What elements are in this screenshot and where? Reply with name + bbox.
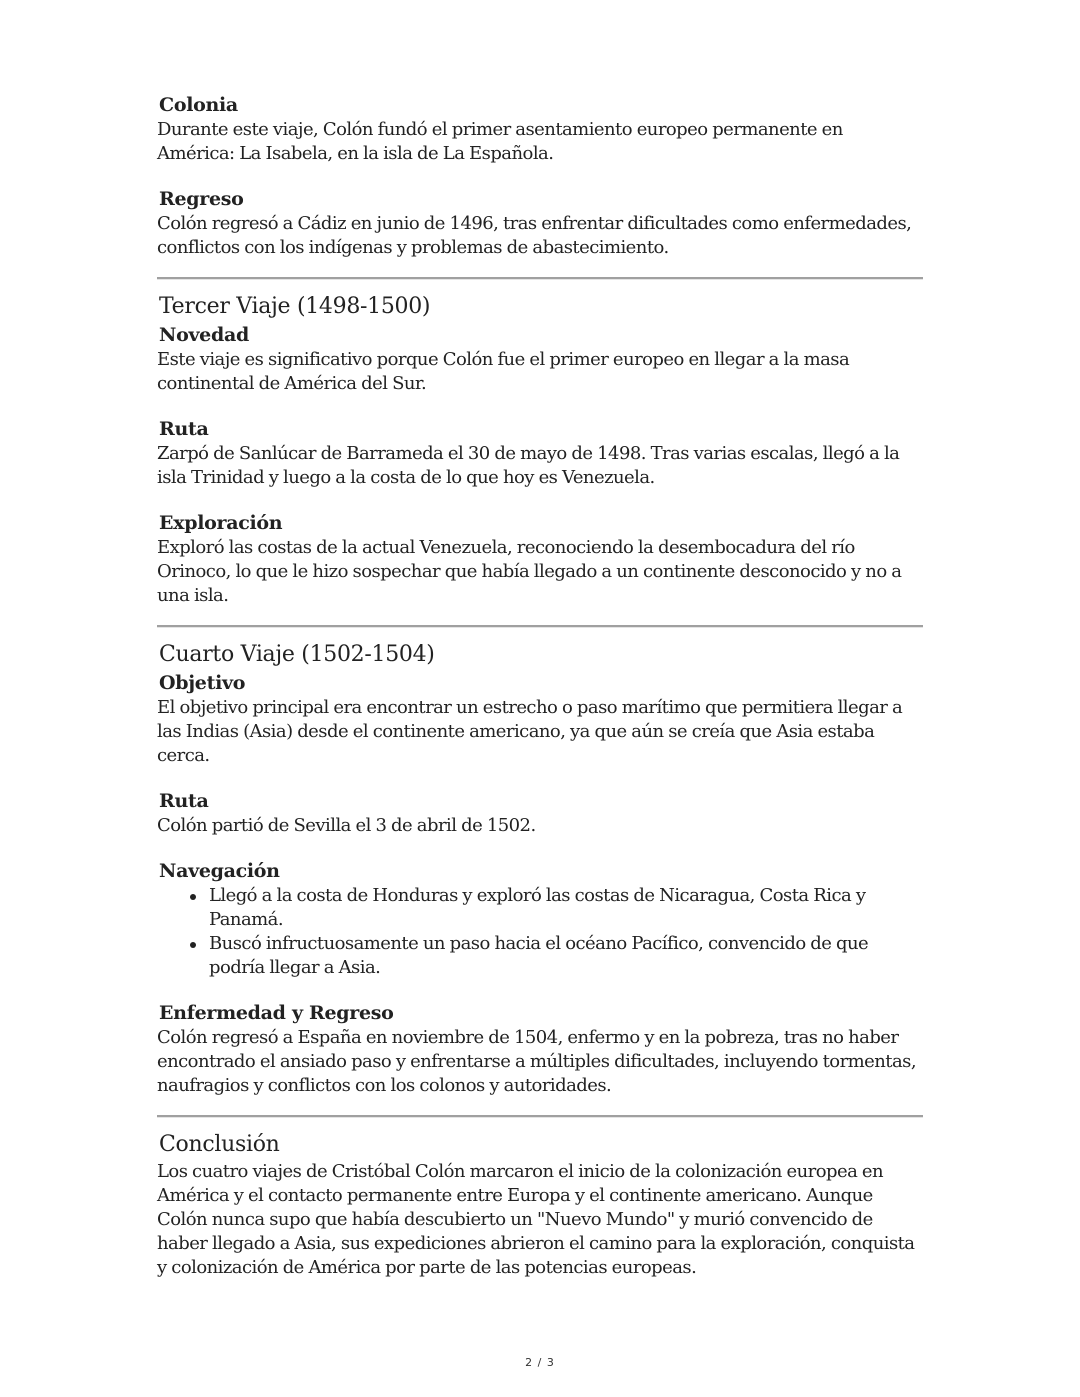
paragraph-conclusion: Los cuatro viajes de Cristóbal Colón marcaron el inicio de la colonización europea en América y el contacto permanente entre Europa y el continente americano. Aunque Colón nunca supo que había descubierto un "Nuevo Mundo" y murió convencido de haber llegado a Asia, sus expediciones abrieron el camino para la exploración, conquista y colonización de América por parte de las potencias europeas.: [157, 1161, 915, 1278]
paragraph-exploracion: Exploró las costas de la actual Venezuela, reconociendo la desembocadura del río Orinoco, lo que le hizo sospechar que había llegado a un continente desconocido y no a una isla.: [157, 537, 902, 606]
bullet-icon: [190, 894, 196, 900]
heading-conclusion: Conclusión: [159, 1132, 280, 1157]
document-page: [157, 92, 923, 1280]
section-divider: [157, 277, 923, 280]
heading-exploracion: Exploración: [159, 512, 283, 534]
heading-novedad: Novedad: [159, 324, 249, 346]
section-divider: [157, 625, 923, 628]
paragraph-enfermedad-regreso: Colón regresó a España en noviembre de 1504, enfermo y en la pobreza, tras no haber encontrado el ansiado paso y enfrentarse a múltiples dificultades, incluyendo tormentas, naufragios y conflictos con los colonos y autoridades.: [157, 1027, 917, 1096]
heading-enfermedad-regreso: Enfermedad y Regreso: [159, 1002, 394, 1024]
bullet-icon: [190, 942, 196, 948]
paragraph-ruta-cuarto: Colón partió de Sevilla el 3 de abril de 1502.: [157, 815, 536, 836]
heading-navegacion: Navegación: [159, 860, 280, 882]
paragraph-colonia: Durante este viaje, Colón fundó el primer asentamiento europeo permanente en América: La Isabela, en la isla de La Española.: [157, 119, 843, 164]
paragraph-objetivo: El objetivo principal era encontrar un estrecho o paso marítimo que permitiera llegar a las Indias (Asia) desde el continente americano, ya que aún se creía que Asia estaba cerca.: [157, 697, 903, 766]
paragraph-novedad: Este viaje es significativo porque Colón fue el primer europeo en llegar a la masa continental de América del Sur.: [157, 349, 850, 394]
heading-colonia: Colonia: [159, 94, 238, 116]
heading-objetivo: Objetivo: [159, 672, 246, 694]
list-item-text: Llegó a la costa de Honduras y exploró las costas de Nicaragua, Costa Rica y Panamá.: [209, 885, 866, 930]
heading-tercer-viaje: Tercer Viaje (1498-1500): [159, 294, 431, 319]
section-divider: [157, 1115, 923, 1118]
paragraph-regreso: Colón regresó a Cádiz en junio de 1496, tras enfrentar dificultades como enfermedades, conflictos con los indígenas y problemas de abastecimiento.: [157, 213, 912, 258]
navegacion-list: [157, 884, 923, 980]
page-number: 2 / 3: [525, 1356, 555, 1369]
list-item: [209, 932, 923, 980]
heading-ruta-cuarto: Ruta: [159, 790, 209, 812]
list-item-text: Buscó infructuosamente un paso hacia el océano Pacífico, convencido de que podría llegar a Asia.: [209, 933, 869, 978]
list-item: [209, 884, 923, 932]
heading-cuarto-viaje: Cuarto Viaje (1502-1504): [159, 642, 435, 667]
heading-regreso: Regreso: [159, 188, 244, 210]
paragraph-ruta-tercer: Zarpó de Sanlúcar de Barrameda el 30 de mayo de 1498. Tras varias escalas, llegó a la isla Trinidad y luego a la costa de lo que hoy es Venezuela.: [157, 443, 900, 488]
heading-ruta-tercer: Ruta: [159, 418, 209, 440]
